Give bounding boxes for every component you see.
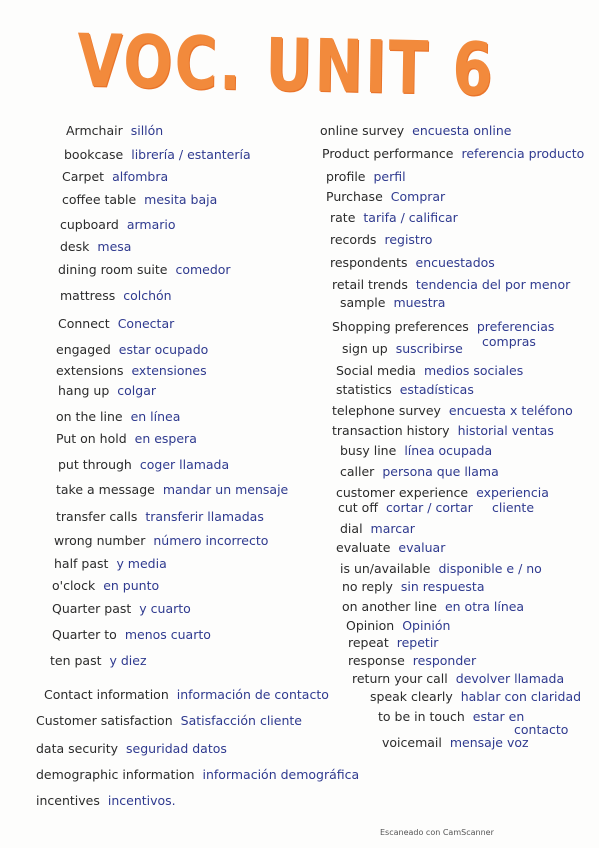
vocab-translation: línea ocupada [404,443,493,458]
vocab-entry [340,562,542,576]
vocab-translation: y diez [109,653,147,668]
vocab-entry [330,211,458,225]
vocab-translation: persona que llama [382,464,499,479]
vocab-entry [336,364,523,378]
vocab-translation: registro [384,232,433,247]
vocab-translation: medios sociales [423,363,524,378]
vocab-entry [52,628,211,642]
vocab-entry [336,383,474,397]
vocab-entry [352,672,564,686]
vocab-translation: sillón [130,123,164,138]
vocab-translation: historial ventas [457,423,554,438]
vocab-term: statistics [336,382,392,397]
vocab-translation: estadísticas [399,382,474,397]
vocab-translation: en otra línea [444,599,525,614]
vocab-translation-continued: compras [482,334,536,349]
vocab-term: extensions [56,363,124,378]
vocab-term: online survey [320,123,405,138]
vocab-entry [338,501,473,515]
vocab-entry [320,124,511,138]
vocab-translation: encuesta online [412,123,512,138]
vocab-term: put through [58,457,132,472]
page-title: VOC. UNIT 6 [76,18,496,113]
vocab-term: wrong number [54,533,146,548]
vocab-translation: comedor [175,262,231,277]
vocab-translation-continued: contacto [514,722,569,737]
vocab-term: profile [326,169,366,184]
vocab-translation: número incorrecto [153,533,269,548]
vocab-entry [56,510,264,524]
vocab-translation: preferencias [476,319,555,334]
vocab-term: evaluate [336,540,391,555]
vocab-term: coffee table [62,192,137,207]
vocab-term: response [348,653,405,668]
vocab-entry [58,263,231,277]
vocab-term: speak clearly [370,689,453,704]
vocab-term: busy line [340,443,397,458]
vocab-term: Opinion [346,618,395,633]
vocab-term: sample [340,295,386,310]
vocab-translation: hablar con claridad [460,689,582,704]
vocab-translation: alfombra [112,169,169,184]
vocab-translation: y cuarto [139,601,191,616]
vocab-term: incentives [36,793,100,808]
vocab-entry [66,124,163,138]
vocab-translation: Comprar [390,189,446,204]
vocab-entry [348,654,476,668]
vocab-entry [340,296,445,310]
vocab-entry [36,742,227,756]
vocab-entry [336,541,445,555]
vocab-translation: mesita baja [144,192,218,207]
vocab-term: retail trends [332,277,408,292]
vocab-term: telephone survey [332,403,441,418]
vocab-entry [336,486,549,500]
vocab-entry [36,714,302,728]
vocab-term: o'clock [52,578,96,593]
vocab-translation: muestra [393,295,446,310]
vocab-translation: transferir llamadas [145,509,264,524]
vocab-term: Product performance [322,146,454,161]
vocab-term: no reply [342,579,393,594]
vocab-translation: y media [116,556,167,571]
vocab-entry [342,580,484,594]
vocab-term: caller [340,464,375,479]
vocab-entry [342,342,463,356]
vocab-entry [44,688,329,702]
vocab-entry [52,602,191,616]
vocab-term: demographic information [36,767,195,782]
vocab-term: Contact information [44,687,169,702]
vocab-translation: encuesta x teléfono [448,403,573,418]
vocab-translation: colgar [117,383,157,398]
vocab-entry [330,256,495,270]
vocab-translation: estar en [472,709,525,724]
vocab-term: half past [54,556,109,571]
vocab-term: dial [340,521,363,536]
vocab-translation: mesa [97,239,132,254]
vocab-term: ten past [50,653,102,668]
vocab-term: Quarter past [52,601,132,616]
vocab-entry [332,278,570,292]
vocab-term: desk [60,239,90,254]
vocab-term: Purchase [326,189,383,204]
vocab-term: cut off [338,500,378,515]
vocab-term: transfer calls [56,509,138,524]
vocab-term: rate [330,210,356,225]
scanner-watermark: Escaneado con CamScanner [380,828,494,837]
vocab-entry [56,343,208,357]
vocab-term: on the line [56,409,123,424]
vocab-entry [378,710,524,724]
vocab-entry [56,483,288,497]
vocab-term: return your call [352,671,448,686]
vocab-entry [54,557,167,571]
vocab-translation: Conectar [117,316,175,331]
vocab-entry [340,522,415,536]
vocab-translation: Satisfacción cliente [180,713,302,728]
vocab-term: Armchair [66,123,123,138]
vocab-translation: colchón [123,288,172,303]
vocab-translation: tendencia del por menor [415,277,571,292]
vocab-term: take a message [56,482,155,497]
vocab-translation: encuestados [415,255,495,270]
vocab-translation: armario [126,217,176,232]
vocab-term: sign up [342,341,388,356]
vocab-entry [50,654,147,668]
vocab-entry [56,364,207,378]
vocab-translation: tarifa / calificar [363,210,458,225]
vocab-term: is un/available [340,561,431,576]
vocab-entry [348,636,438,650]
vocab-translation: menos cuarto [124,627,211,642]
vocab-term: customer experience [336,485,469,500]
vocab-translation: en punto [103,578,160,593]
vocab-entry [58,317,174,331]
vocab-entry [326,190,445,204]
vocab-translation: marcar [370,521,415,536]
vocab-translation-continued: cliente [492,500,535,515]
vocab-term: mattress [60,288,116,303]
vocab-translation: información demográfica [202,767,360,782]
vocab-translation: repetir [396,635,439,650]
vocab-term: hang up [58,383,110,398]
vocab-translation: Opinión [402,618,451,633]
vocab-term: transaction history [332,423,450,438]
vocab-entry [342,600,524,614]
vocab-term: voicemail [382,735,442,750]
vocab-translation: cortar / cortar [385,500,473,515]
vocab-term: engaged [56,342,111,357]
vocab-term: repeat [348,635,389,650]
vocab-term: cupboard [60,217,119,232]
vocab-term: Shopping preferences [332,319,469,334]
vocab-term: Quarter to [52,627,117,642]
vocab-entry [326,170,406,184]
vocab-translation: extensiones [131,363,207,378]
vocab-entry [330,233,432,247]
vocab-entry [332,320,554,334]
vocab-translation: en espera [134,431,197,446]
vocab-translation: responder [412,653,477,668]
vocab-entry [332,404,573,418]
vocab-translation: seguridad datos [126,741,227,756]
vocab-term: bookcase [64,147,124,162]
vocab-translation: en línea [130,409,181,424]
vocab-translation: mensaje voz [449,735,529,750]
vocab-term: Social media [336,363,416,378]
vocab-entry [60,289,172,303]
vocab-term: Customer satisfaction [36,713,173,728]
vocab-term: respondents [330,255,408,270]
vocab-translation: suscribirse [395,341,463,356]
vocab-entry [58,384,156,398]
vocab-translation: mandar un mensaje [162,482,289,497]
vocab-term: to be in touch [378,709,465,724]
vocab-translation: devolver llamada [455,671,565,686]
vocab-entry [56,432,197,446]
vocab-term: Connect [58,316,110,331]
vocab-term: Carpet [62,169,105,184]
vocab-entry [340,465,499,479]
vocab-translation: referencia producto [461,146,585,161]
vocab-entry [52,579,159,593]
vocab-term: data security [36,741,119,756]
vocab-entry [60,218,176,232]
vocab-translation: coger llamada [139,457,230,472]
vocab-entry [346,619,450,633]
vocab-entry [340,444,492,458]
vocab-entry [54,534,268,548]
vocab-entry [370,690,581,704]
vocab-translation: experiencia [476,485,549,500]
vocab-translation: sin respuesta [400,579,485,594]
vocab-translation: perfil [373,169,406,184]
vocab-term: dining room suite [58,262,168,277]
vocab-translation: disponible e / no [438,561,542,576]
vocab-entry [332,424,554,438]
vocab-entry [60,240,131,254]
vocab-entry [382,736,529,750]
vocab-term: records [330,232,377,247]
vocab-translation: evaluar [398,540,446,555]
vocab-entry [58,458,229,472]
vocab-translation: información de contacto [176,687,329,702]
vocab-term: on another line [342,599,437,614]
vocab-entry [64,148,251,162]
vocab-entry [36,768,359,782]
vocab-entry [36,794,176,808]
vocab-entry [56,410,180,424]
vocab-entry [62,193,217,207]
vocab-entry [322,147,584,161]
vocab-translation: incentivos. [107,793,176,808]
vocab-translation: estar ocupado [118,342,209,357]
vocab-entry [62,170,168,184]
vocab-term: Put on hold [56,431,127,446]
vocab-translation: librería / estantería [131,147,251,162]
